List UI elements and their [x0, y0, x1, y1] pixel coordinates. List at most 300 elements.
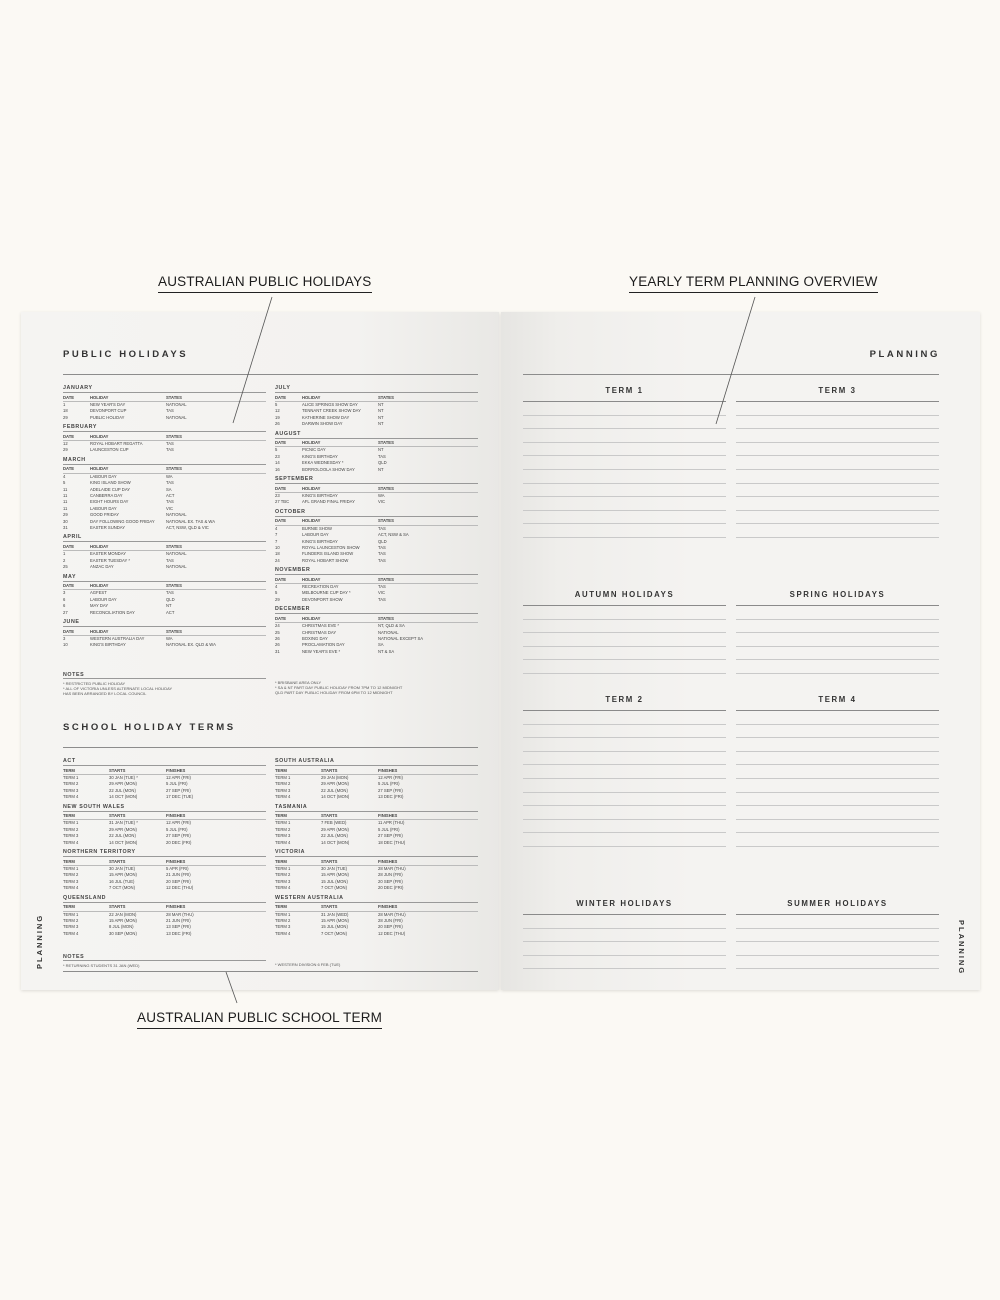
- writing-line[interactable]: [523, 806, 726, 820]
- term-finish: 28 JUN (FRI): [378, 872, 403, 878]
- holiday-name: FLINDERS ISLAND SHOW: [302, 551, 354, 557]
- month-group: [63, 619, 266, 649]
- holiday-name: LABOUR DAY: [90, 596, 117, 602]
- holiday-states: NATIONAL: [166, 512, 187, 518]
- note-line: * WESTERN DIVISION 6 FEB (TUE): [275, 962, 341, 967]
- date-header: DATE: [275, 518, 287, 524]
- holiday-header-row: [63, 434, 266, 441]
- holiday-date: 25: [63, 564, 68, 570]
- term-row: [63, 840, 266, 846]
- writing-line[interactable]: [736, 647, 939, 661]
- term-header-row: [275, 904, 478, 911]
- writing-line[interactable]: [523, 470, 726, 484]
- writing-line[interactable]: [736, 620, 939, 634]
- date-header: DATE: [63, 583, 75, 589]
- term-row: [275, 931, 478, 937]
- term-row: [63, 885, 266, 891]
- holiday-states: TAS: [378, 557, 386, 563]
- writing-line[interactable]: [736, 820, 939, 834]
- holiday-name: ROYAL HOBART REGATTA: [90, 441, 143, 447]
- planning-box-heading: TERM 1: [523, 384, 726, 402]
- holiday-states: NT: [378, 408, 384, 414]
- term-name: TERM 3: [63, 833, 79, 839]
- term-name: TERM 1: [63, 774, 79, 780]
- term-finish: 12 APR (FRI): [166, 774, 191, 780]
- term-start: 29 APR (MON): [321, 826, 349, 832]
- term-name: TERM 2: [63, 781, 79, 787]
- term-name: TERM 4: [275, 794, 291, 800]
- holiday-name: BOXING DAY: [302, 635, 328, 641]
- term-start: 30 JAN (TUE) *: [109, 774, 138, 780]
- school-notes-title: NOTES: [63, 954, 266, 961]
- holiday-name: WESTERN AUSTRALIA DAY: [90, 635, 145, 641]
- term-start: 29 APR (MON): [109, 781, 137, 787]
- holiday-states: TAS: [166, 480, 174, 486]
- writing-line[interactable]: [736, 738, 939, 752]
- term-name: TERM 4: [275, 885, 291, 891]
- month-heading: FEBRUARY: [63, 424, 266, 432]
- term-start: 22 JUL (MON): [321, 833, 348, 839]
- term-finish: 27 SEP (FRI): [166, 833, 191, 839]
- holiday-date: 23: [275, 492, 280, 498]
- title-rule: [63, 374, 478, 375]
- school-holiday-terms-title: SCHOOL HOLIDAY TERMS: [63, 722, 236, 733]
- term-header-row: [63, 768, 266, 775]
- holiday-states: NATIONAL EX. TAS & WA: [166, 518, 216, 524]
- holidays-column-left: [63, 385, 266, 652]
- holiday-name: KING'S BIRTHDAY: [302, 453, 338, 459]
- holiday-name: KING'S BIRTHDAY: [302, 538, 338, 544]
- holiday-states: TAS: [378, 525, 386, 531]
- term-finish: 20 DEC (FRI): [378, 885, 404, 891]
- writing-line[interactable]: [736, 915, 939, 929]
- writing-line[interactable]: [523, 779, 726, 793]
- holiday-date: 7: [275, 538, 278, 544]
- holiday-date: 14: [275, 460, 280, 466]
- writing-line[interactable]: [523, 429, 726, 443]
- writing-line[interactable]: [523, 633, 726, 647]
- holiday-date: 10: [275, 544, 280, 550]
- writing-line[interactable]: [523, 929, 726, 943]
- writing-line[interactable]: [523, 942, 726, 956]
- state-group: [63, 849, 266, 892]
- writing-line[interactable]: [523, 511, 726, 525]
- writing-line[interactable]: [523, 524, 726, 538]
- state-heading: VICTORIA: [275, 849, 478, 857]
- holiday-row: [275, 649, 478, 655]
- term-header-row: [275, 813, 478, 820]
- term-header: TERM: [63, 858, 75, 864]
- holiday-states: SA: [166, 486, 172, 492]
- holiday-name: LAUNCESTON CUP: [90, 447, 129, 453]
- term-header-row: [63, 813, 266, 820]
- term-start: 31 JAN (WED): [321, 911, 349, 917]
- writing-line[interactable]: [736, 956, 939, 970]
- right-spine-label: PLANNING: [957, 920, 966, 976]
- writing-line[interactable]: [736, 416, 939, 430]
- state-group: [63, 895, 266, 938]
- finishes-header: FINISHES: [166, 858, 186, 864]
- writing-line[interactable]: [523, 738, 726, 752]
- term-header-row: [63, 904, 266, 911]
- holiday-header-row: [63, 629, 266, 636]
- writing-line[interactable]: [736, 806, 939, 820]
- term-name: TERM 3: [63, 878, 79, 884]
- term-header-row: [275, 859, 478, 866]
- term-finish: 13 SEP (FRI): [166, 924, 191, 930]
- callout-term-overview: YEARLY TERM PLANNING OVERVIEW: [629, 274, 878, 293]
- date-header: DATE: [63, 543, 75, 549]
- month-heading: APRIL: [63, 534, 266, 542]
- holiday-header-row: [63, 583, 266, 590]
- holiday-states: VIC: [378, 499, 385, 505]
- writing-line[interactable]: [736, 456, 939, 470]
- term-finish: 27 SEP (FRI): [378, 787, 403, 793]
- holiday-name: EASTER TUESDAY *: [90, 557, 131, 563]
- term-start: 7 OCT (MON): [109, 885, 135, 891]
- writing-line[interactable]: [523, 416, 726, 430]
- terms-column-left: [63, 758, 266, 940]
- holiday-date: 26: [275, 635, 280, 641]
- holiday-states: ACT: [166, 609, 175, 615]
- planning-title-rule: [523, 374, 939, 375]
- state-heading: WESTERN AUSTRALIA: [275, 895, 478, 903]
- month-group: [63, 534, 266, 570]
- writing-line[interactable]: [523, 820, 726, 834]
- state-group: [63, 804, 266, 847]
- finishes-header: FINISHES: [378, 813, 398, 819]
- writing-line[interactable]: [523, 606, 726, 620]
- writing-line[interactable]: [736, 497, 939, 511]
- holiday-date: 4: [275, 525, 278, 531]
- holiday-date: 6: [63, 596, 66, 602]
- writing-line[interactable]: [736, 779, 939, 793]
- term-row: [63, 931, 266, 937]
- holiday-row: [63, 415, 266, 421]
- states-header: STATES: [166, 433, 182, 439]
- holiday-name: KATHERINE SHOW DAY: [302, 414, 350, 420]
- holiday-states: VIC: [378, 590, 385, 596]
- holiday-name: AGFEST: [90, 590, 107, 596]
- term-start: 16 JUL (TUE): [109, 878, 135, 884]
- holiday-states: NT & SA: [378, 648, 395, 654]
- term-start: 30 JAN (TUE): [321, 865, 348, 871]
- writing-line[interactable]: [736, 660, 939, 674]
- writing-line[interactable]: [523, 956, 726, 970]
- date-header: DATE: [63, 466, 75, 472]
- writing-line[interactable]: [736, 833, 939, 847]
- planning-box-autumn-holidays: [523, 588, 726, 674]
- planning-box-spring-holidays: [736, 588, 939, 674]
- term-row: [275, 840, 478, 846]
- month-group: [275, 509, 478, 564]
- planning-title: PLANNING: [869, 349, 940, 360]
- month-heading: JUNE: [63, 619, 266, 627]
- holiday-header: HOLIDAY: [90, 583, 109, 589]
- term-header: TERM: [275, 858, 287, 864]
- holiday-states: NT: [378, 466, 384, 472]
- writing-line[interactable]: [736, 711, 939, 725]
- term-header: TERM: [275, 813, 287, 819]
- writing-line[interactable]: [523, 765, 726, 779]
- writing-line[interactable]: [736, 752, 939, 766]
- starts-header: STARTS: [109, 767, 126, 773]
- writing-line[interactable]: [523, 833, 726, 847]
- planning-box-term-4: [736, 693, 939, 847]
- writing-line[interactable]: [736, 429, 939, 443]
- term-finish: 20 DEC (FRI): [166, 839, 192, 845]
- holiday-states: NATIONAL: [378, 629, 399, 635]
- finishes-header: FINISHES: [166, 904, 186, 910]
- planning-box-term-3: [736, 384, 939, 538]
- term-finish: 5 JUL (FRI): [378, 826, 400, 832]
- holiday-name: PICNIC DAY: [302, 447, 326, 453]
- writing-line[interactable]: [736, 929, 939, 943]
- term-start: 15 APR (MON): [321, 917, 349, 923]
- term-name: TERM 3: [63, 924, 79, 930]
- holiday-states: WA: [166, 473, 173, 479]
- holiday-date: 29: [275, 596, 280, 602]
- month-heading: JANUARY: [63, 385, 266, 393]
- term-finish: 12 APR (FRI): [378, 774, 403, 780]
- writing-line[interactable]: [523, 620, 726, 634]
- terms-column-right: [275, 758, 478, 940]
- date-header: DATE: [275, 394, 287, 400]
- writing-line[interactable]: [523, 711, 726, 725]
- holiday-states: NT: [378, 421, 384, 427]
- holiday-header: HOLIDAY: [90, 394, 109, 400]
- term-finish: 21 JUN (FRI): [166, 872, 191, 878]
- holiday-date: 25: [275, 629, 280, 635]
- holiday-date: 18: [63, 408, 68, 414]
- writing-line[interactable]: [523, 725, 726, 739]
- date-header: DATE: [275, 440, 287, 446]
- school-title-rule: [63, 747, 478, 748]
- month-heading: NOVEMBER: [275, 567, 478, 575]
- holiday-date: 30: [63, 518, 68, 524]
- states-header: STATES: [166, 394, 182, 400]
- writing-line[interactable]: [523, 752, 726, 766]
- holiday-date: 4: [63, 473, 66, 479]
- term-name: TERM 1: [275, 865, 291, 871]
- term-finish: 13 DEC (FRI): [378, 794, 404, 800]
- holiday-name: KING ISLAND SHOW: [90, 480, 131, 486]
- month-group: [63, 457, 266, 532]
- term-finish: 27 SEP (FRI): [378, 833, 403, 839]
- term-name: TERM 2: [275, 781, 291, 787]
- holiday-date: 5: [275, 447, 278, 453]
- left-spine-label: PLANNING: [35, 913, 44, 969]
- note-line: QLD PART DAY PUBLIC HOLIDAY FROM 6PM TO 12 MIDNIGHT: [275, 690, 393, 696]
- writing-line[interactable]: [736, 606, 939, 620]
- writing-line[interactable]: [523, 443, 726, 457]
- term-row: [63, 794, 266, 800]
- holiday-states: NATIONAL EX. QLD & WA: [166, 642, 216, 648]
- holiday-date: 5: [275, 401, 278, 407]
- term-finish: 5 JUL (FRI): [378, 781, 400, 787]
- writing-line[interactable]: [523, 484, 726, 498]
- holiday-date: 11: [63, 492, 68, 498]
- writing-line[interactable]: [736, 793, 939, 807]
- notes-title: NOTES: [63, 672, 266, 679]
- holiday-states: NATIONAL EXCEPT SA: [378, 635, 424, 641]
- term-finish: 28 MAR (THU): [378, 865, 406, 871]
- month-group: [275, 606, 478, 655]
- holiday-name: EASTER MONDAY: [90, 551, 126, 557]
- term-header: TERM: [275, 767, 287, 773]
- state-heading: NEW SOUTH WALES: [63, 804, 266, 812]
- month-heading: MAY: [63, 574, 266, 582]
- holiday-states: ACT, NSW, QLD & VIC: [166, 525, 209, 530]
- month-heading: SEPTEMBER: [275, 476, 478, 484]
- month-heading: AUGUST: [275, 431, 478, 439]
- holiday-date: 6: [63, 603, 66, 609]
- holiday-date: 12: [63, 441, 68, 447]
- holiday-header: HOLIDAY: [90, 466, 109, 472]
- writing-line[interactable]: [736, 402, 939, 416]
- writing-line[interactable]: [523, 915, 726, 929]
- holiday-header-row: [275, 577, 478, 584]
- holiday-date: 29: [63, 512, 68, 518]
- holiday-row: [275, 499, 478, 505]
- holiday-header-row: [63, 395, 266, 402]
- writing-line[interactable]: [736, 524, 939, 538]
- holiday-header: HOLIDAY: [302, 394, 321, 400]
- writing-line[interactable]: [523, 456, 726, 470]
- planning-box-heading: SPRING HOLIDAYS: [736, 588, 939, 606]
- month-heading: OCTOBER: [275, 509, 478, 517]
- writing-line[interactable]: [736, 725, 939, 739]
- term-finish: 21 JUN (FRI): [166, 917, 191, 923]
- term-finish: 11 APR (THU): [378, 820, 405, 826]
- states-header: STATES: [378, 518, 394, 524]
- writing-line[interactable]: [736, 511, 939, 525]
- term-finish: 27 SEP (FRI): [166, 787, 191, 793]
- holiday-notes-right: [275, 680, 478, 696]
- holiday-states: NT: [378, 401, 384, 407]
- holiday-date: 18: [275, 551, 280, 557]
- holiday-name: ROYAL LAUNCESTON SHOW: [302, 544, 360, 550]
- writing-line[interactable]: [736, 765, 939, 779]
- holiday-row: [63, 447, 266, 453]
- term-start: 7 OCT (MON): [321, 885, 347, 891]
- writing-line[interactable]: [523, 497, 726, 511]
- school-bottom-rule: [63, 971, 478, 972]
- term-header: TERM: [63, 813, 75, 819]
- term-start: 14 OCT (MON): [321, 794, 350, 800]
- writing-line[interactable]: [736, 470, 939, 484]
- states-header: STATES: [378, 576, 394, 582]
- planning-box-winter-holidays: [523, 897, 726, 969]
- holiday-name: NEW YEAR'S EVE *: [302, 648, 341, 654]
- writing-line[interactable]: [736, 484, 939, 498]
- holiday-header: HOLIDAY: [90, 628, 109, 634]
- term-name: TERM 2: [63, 826, 79, 832]
- left-page: [21, 312, 499, 990]
- term-start: 29 APR (MON): [321, 781, 349, 787]
- holiday-name: LABOUR DAY: [302, 532, 329, 538]
- holiday-date: 1: [63, 551, 66, 557]
- writing-line[interactable]: [523, 660, 726, 674]
- holiday-date: 12: [275, 408, 280, 414]
- holiday-date: 3: [63, 635, 66, 641]
- writing-line[interactable]: [736, 443, 939, 457]
- note-line: * ALL OF VICTORIA UNLESS ALTERNATE LOCAL HOLIDAY: [63, 686, 173, 692]
- holiday-header-row: [63, 466, 266, 473]
- holiday-date: 5: [275, 590, 278, 596]
- state-heading: NORTHERN TERRITORY: [63, 849, 266, 857]
- states-header: STATES: [166, 628, 182, 634]
- holiday-header-row: [275, 518, 478, 525]
- right-page: [501, 312, 980, 990]
- school-notes-right: [275, 962, 478, 967]
- holiday-name: CHRISTMAS EVE *: [302, 623, 339, 629]
- writing-line[interactable]: [523, 793, 726, 807]
- term-name: TERM 1: [275, 911, 291, 917]
- term-start: 7 FEB (WED): [321, 820, 347, 826]
- starts-header: STARTS: [321, 858, 338, 864]
- holiday-name: KING'S BIRTHDAY: [302, 492, 338, 498]
- term-name: TERM 1: [275, 820, 291, 826]
- holiday-states: WA: [378, 492, 385, 498]
- month-group: [275, 385, 478, 428]
- holiday-name: LABOUR DAY: [90, 473, 117, 479]
- term-finish: 17 DEC (TUE): [166, 794, 193, 800]
- term-header: TERM: [275, 904, 287, 910]
- holiday-name: RECONCILIATION DAY: [90, 609, 135, 615]
- holiday-date: 31: [63, 525, 68, 530]
- holiday-date: 10: [63, 642, 68, 648]
- holiday-date: 7: [275, 532, 278, 538]
- holiday-states: NATIONAL: [166, 564, 187, 570]
- planning-box-heading: TERM 4: [736, 693, 939, 711]
- month-group: [275, 567, 478, 603]
- holiday-states: TAS: [378, 453, 386, 459]
- term-name: TERM 1: [63, 865, 79, 871]
- holiday-row: [63, 610, 266, 616]
- term-name: TERM 4: [63, 885, 79, 891]
- term-start: 14 OCT (MON): [109, 839, 138, 845]
- planning-box-term-1: [523, 384, 726, 538]
- finishes-header: FINISHES: [378, 904, 398, 910]
- holiday-header: HOLIDAY: [302, 576, 321, 582]
- term-finish: 28 JUN (FRI): [378, 917, 403, 923]
- term-finish: 20 SEP (FRI): [378, 878, 403, 884]
- writing-line[interactable]: [523, 402, 726, 416]
- holiday-date: 11: [63, 486, 68, 492]
- writing-line[interactable]: [736, 633, 939, 647]
- term-name: TERM 2: [275, 826, 291, 832]
- term-name: TERM 2: [63, 917, 79, 923]
- writing-line[interactable]: [523, 647, 726, 661]
- holiday-states: TAS: [378, 544, 386, 550]
- callout-public-holidays: AUSTRALIAN PUBLIC HOLIDAYS: [158, 274, 372, 293]
- note-line: HAS BEEN ARRANGED BY LOCAL COUNCIL: [63, 691, 147, 697]
- holiday-date: 29: [63, 414, 68, 420]
- date-header: DATE: [275, 615, 287, 621]
- holiday-header: HOLIDAY: [90, 433, 109, 439]
- holiday-header-row: [275, 395, 478, 402]
- writing-line[interactable]: [736, 942, 939, 956]
- public-holidays-title: PUBLIC HOLIDAYS: [63, 349, 189, 360]
- holiday-name: ROYAL HOBART SHOW: [302, 557, 349, 563]
- school-notes-left: [63, 954, 266, 968]
- term-name: TERM 1: [63, 820, 79, 826]
- holiday-row: [275, 597, 478, 603]
- holiday-name: AFL GRAND FINAL FRIDAY: [302, 499, 355, 505]
- term-name: TERM 2: [275, 917, 291, 923]
- holiday-date: 16: [275, 466, 280, 472]
